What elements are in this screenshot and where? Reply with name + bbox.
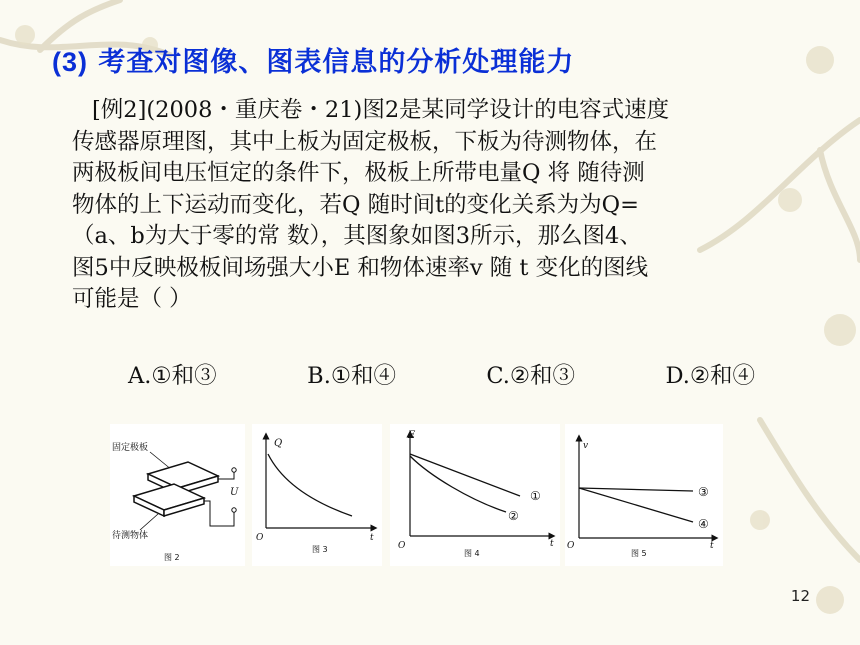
title-text: 考查对图像、图表信息的分析处理能力 [98,47,575,78]
fig2-u-label: U [230,487,239,498]
problem-line: 物体的上下运动而变化，若Q 随时间t的变化关系为为Q= [72,191,639,218]
problem-line: [例2](2008・重庆卷・21)图2是某同学设计的电容式速度 [92,97,670,123]
fig4-curve-2 [410,456,506,512]
slide-title [52,40,574,79]
figure-3 [252,424,382,566]
fig5-y-label: v [583,441,589,451]
fig2-top-label: 固定极板 [112,443,149,453]
fig3-origin: O [256,533,264,543]
fig4-line-1 [410,454,520,496]
fig5-label-4: ④ [698,517,709,531]
fig3-y-label: Q [274,438,283,449]
fig5-line-4 [579,488,693,522]
problem-line: （a、b为大于零的常 数），其图象如图3所示，那么图4、 [72,223,642,249]
fig3-x-label: t [370,533,374,543]
fig2-wire-top [218,472,234,479]
problem-line: 图5中反映极板间场强大小E 和物体速率v 随 t 变化的图线 [72,254,649,281]
fig4-y-label: E [408,430,416,441]
problem-line: 传感器原理图，其中上板为固定极板，下板为待测物体，在 [72,128,658,155]
answer-options [128,358,755,390]
fig2-wire-bottom [204,501,234,526]
fig4-origin: O [398,541,406,551]
option-b: B.①和④ [307,363,397,389]
fig3-caption: 图 3 [312,545,328,554]
problem-line: 可能是（ ） [72,286,192,312]
option-d: D.②和④ [665,363,756,389]
option-c: C.②和③ [486,363,576,389]
problem-line: 两极板间电压恒定的条件下，极板上所带电量Q 将 随待测 [72,160,645,186]
fig2-caption: 图 2 [164,553,180,562]
fig4-label-1: ① [530,489,541,503]
fig5-caption: 图 5 [631,549,647,558]
fig5-x-label: t [710,541,714,551]
fig5-line-3 [579,488,693,491]
fig5-label-3: ③ [698,485,709,499]
figure-5 [565,424,723,566]
title-number: (3) [52,47,88,77]
fig2-bottom-label: 待测物体 [112,531,149,541]
figure-4 [390,424,560,566]
fig3-curve [268,454,352,516]
option-a: A.①和③ [128,363,217,389]
fig4-x-label: t [550,539,554,549]
fig5-origin: O [567,541,575,551]
problem-text [72,95,817,316]
figure-2 [110,424,245,566]
fig4-caption: 图 4 [464,549,480,558]
page-number: 12 [790,587,810,605]
fig4-label-2: ② [508,509,519,523]
